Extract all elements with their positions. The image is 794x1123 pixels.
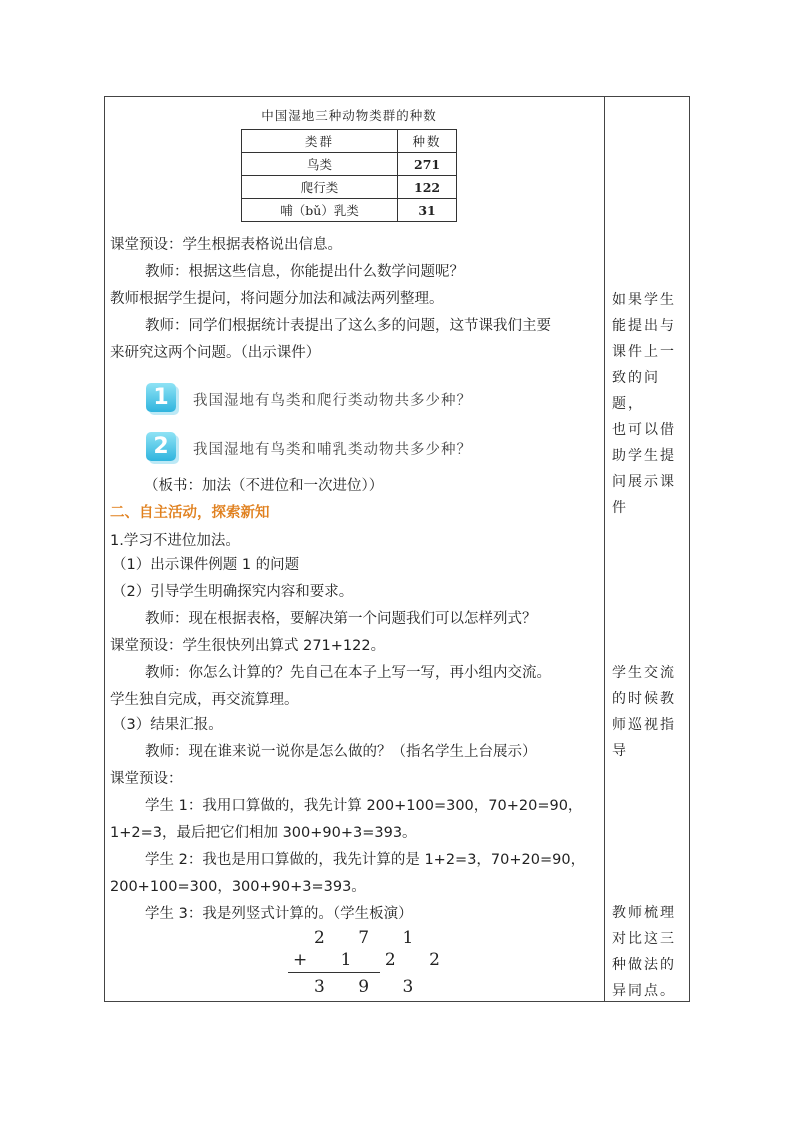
text-line: 200+100=300，300+90+3=393。 <box>110 879 366 895</box>
text-line: 学生 1：我用口算做的，我先计算 200+100=300，70+20=90， <box>145 798 583 814</box>
side-note-3 <box>612 900 684 1004</box>
note-line: 师巡视指 <box>612 717 676 733</box>
board-note: （板书：加法（不进位和一次进位）） <box>144 478 384 494</box>
text-line: 教师：根据这些信息，你能提出什么数学问题呢？ <box>145 264 464 280</box>
text-line: （1）出示课件例题 1 的问题 <box>112 557 300 573</box>
table-cell: 31 <box>398 199 457 222</box>
text-line: 1.学习不进位加法。 <box>110 533 240 549</box>
calc-result: 3 9 3 <box>314 977 428 997</box>
side-note-1 <box>612 287 684 521</box>
note-line: 课件上一 <box>612 344 676 360</box>
note-line: 也可以借 <box>612 422 676 438</box>
problem-number-badge: 1 <box>146 383 176 412</box>
text-line: （2）引导学生明确探究内容和要求。 <box>112 584 354 600</box>
text-line: 1+2=3，最后把它们相加 300+90+3=393。 <box>110 825 417 841</box>
table-caption: 中国湿地三种动物类群的种数 <box>261 108 437 123</box>
text-line: 教师：现在根据表格，要解决第一个问题我们可以怎样列式？ <box>145 611 537 627</box>
note-line: 问展示课 <box>612 474 676 490</box>
note-line: 学生交流 <box>612 665 676 681</box>
text-line: 教师根据学生提问，将问题分加法和减法两列整理。 <box>110 291 444 307</box>
calc-row-2: + 1 2 2 <box>293 950 454 970</box>
text-line: 课堂预设： <box>110 771 183 787</box>
text-line: （3）结果汇报。 <box>112 717 223 733</box>
column-divider <box>604 96 605 1002</box>
text-line: 课堂预设：学生很快列出算式 271+122。 <box>110 638 386 654</box>
note-line: 的时候教 <box>612 691 676 707</box>
note-line: 对比这三 <box>612 931 676 947</box>
table-header-cell: 类群 <box>242 130 398 153</box>
text-line: 教师：同学们根据统计表提出了这么多的问题，这节课我们主要 <box>145 318 551 334</box>
table-cell: 鸟类 <box>242 153 398 176</box>
animal-species-table <box>241 129 457 222</box>
note-line: 异同点。 <box>612 983 676 999</box>
table-row <box>242 199 457 222</box>
text-line: 教师：你怎么计算的？先自己在本子上写一写，再小组内交流。 <box>145 665 551 681</box>
text-line: 学生独自完成，再交流算理。 <box>110 692 299 708</box>
calc-line <box>288 972 380 973</box>
note-line: 能提出与 <box>612 318 676 334</box>
note-line: 种做法的 <box>612 957 676 973</box>
text-line: 学生 3：我是列竖式计算的。（学生板演） <box>145 906 413 922</box>
table-row <box>242 176 457 199</box>
table-header-row <box>242 130 457 153</box>
text-line: 学生 2：我也是用口算做的，我先计算的是 1+2=3，70+20=90， <box>145 852 586 868</box>
problem-text: 我国湿地有鸟类和爬行类动物共多少种？ <box>193 393 472 409</box>
note-line: 助学生提 <box>612 448 676 464</box>
text-line: 课堂预设：学生根据表格说出信息。 <box>110 237 342 253</box>
table-cell: 哺（bǔ）乳类 <box>242 199 398 222</box>
text-line: 来研究这两个问题。（出示课件） <box>110 345 321 361</box>
problem-text: 我国湿地有鸟类和哺乳类动物共多少种？ <box>193 442 472 458</box>
calc-row-1: 2 7 1 <box>314 928 428 948</box>
problem-number-badge: 2 <box>146 432 176 461</box>
table-cell: 271 <box>398 153 457 176</box>
section-heading: 二、自主活动，探索新知 <box>110 505 270 521</box>
text-line: 教师：现在谁来说一说你是怎么做的？（指名学生上台展示） <box>145 744 537 760</box>
note-line: 教师梳理 <box>612 905 676 921</box>
note-line: 导 <box>612 743 628 759</box>
table-cell: 122 <box>398 176 457 199</box>
note-line: 如果学生 <box>612 292 676 308</box>
table-header-cell: 种数 <box>398 130 457 153</box>
note-line: 致的问题， <box>612 370 660 412</box>
table-cell: 爬行类 <box>242 176 398 199</box>
side-note-2 <box>612 660 684 764</box>
table-row <box>242 153 457 176</box>
note-line: 件 <box>612 500 628 516</box>
